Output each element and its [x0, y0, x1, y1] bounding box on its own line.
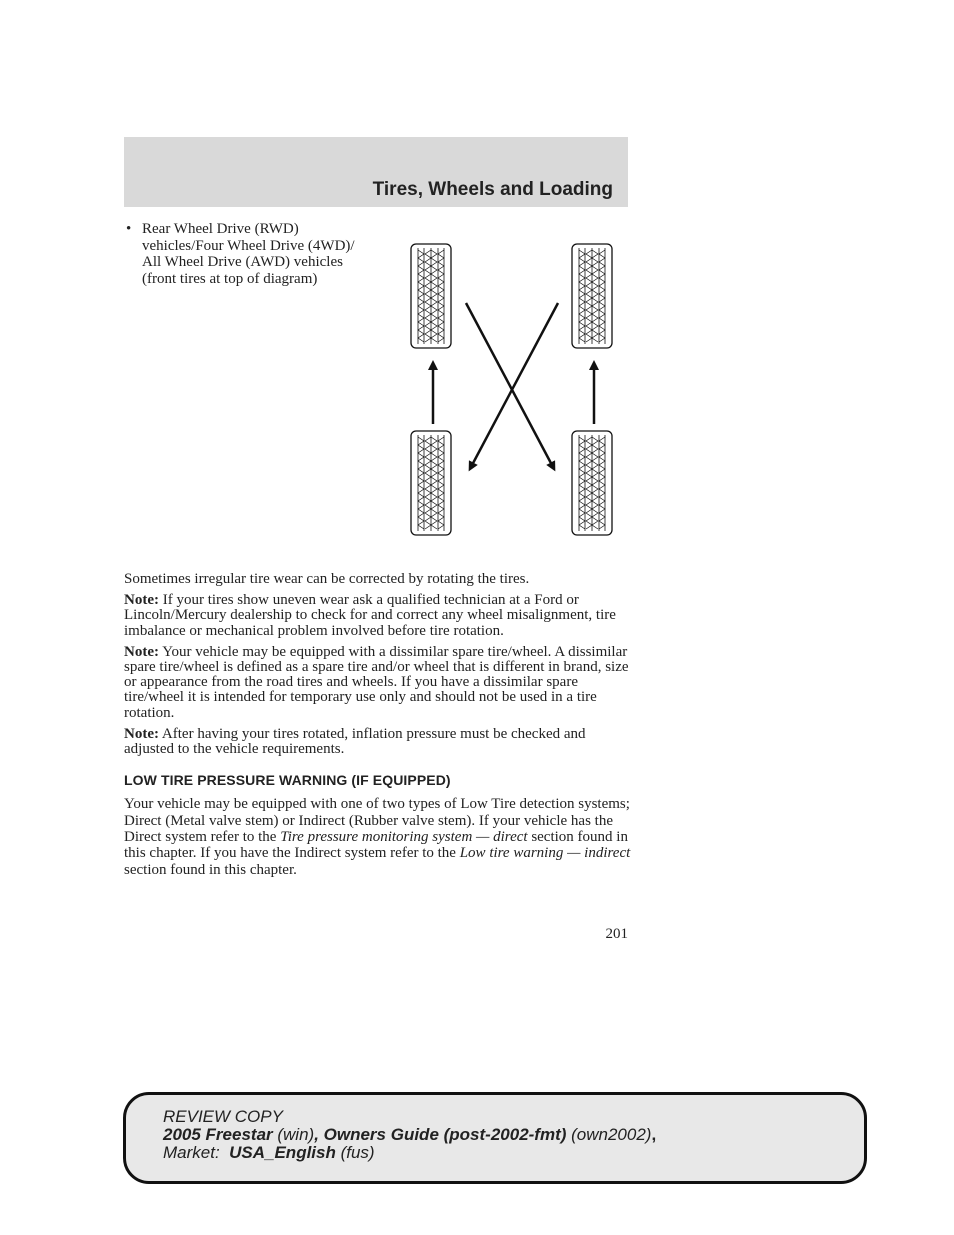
- chapter-header-band: [124, 137, 628, 207]
- paragraph-rotation: Sometimes irregular tire wear can be corrected by rotating the tires.: [124, 571, 530, 587]
- note-label: Note:: [124, 643, 159, 660]
- guide-code: (own2002): [566, 1125, 652, 1144]
- text-run: section found in this chapter.: [124, 861, 297, 878]
- market-code: (fus): [335, 1143, 375, 1162]
- note-uneven-wear: [124, 593, 632, 639]
- tire-rotation-diagram: [400, 235, 630, 545]
- market-label: Market:: [163, 1143, 230, 1162]
- rear-left-tire: [411, 431, 451, 535]
- bullet-dot: •: [126, 221, 132, 237]
- note-dissimilar-spare: [124, 645, 632, 721]
- note-inflation: [124, 727, 632, 757]
- chapter-title: Tires, Wheels and Loading: [372, 179, 613, 200]
- review-copy-label: [163, 1108, 656, 1126]
- review-copy-footer: [123, 1092, 867, 1184]
- review-copy-text: REVIEW COPY: [163, 1107, 283, 1126]
- note-label: Note:: [124, 592, 159, 609]
- arrow-front-right-to-rear-left: [471, 303, 558, 467]
- cross-reference: Low tire warning — indirect: [459, 845, 631, 862]
- separator: ,: [651, 1125, 657, 1144]
- body-text: [124, 572, 632, 884]
- footer-market-line: [163, 1144, 656, 1162]
- text-run: section found in this chapter. If you have the Indirect system refer to the: [124, 829, 628, 862]
- model-code: (win): [272, 1125, 315, 1144]
- footer-guide-line: [163, 1126, 656, 1144]
- note-text: Your vehicle may be equipped with a dissimilar spare tire/wheel. A dissimilar spare tire/wheel is defined as a spare tire and/or wheel that is different in brand, size or appearance from the road tires and wheels. If you have a dissimilar spare tire/wheel it is intended for temporary use only and should not be used in a tire rotation.: [124, 643, 629, 721]
- arrow-front-left-to-rear-right: [466, 303, 553, 467]
- rear-right-tire: [572, 431, 612, 535]
- note-label: Note:: [124, 725, 159, 742]
- note-text: After having your tires rotated, inflation pressure must be checked and adjusted to the vehicle requirements.: [124, 725, 586, 758]
- text-run: Your vehicle may be equipped with one of two types of Low Tire detection systems; Direct (Metal valve stem) or Indirect (Rubber valve stem). If your vehicle has the Direct system refer to the: [124, 796, 630, 846]
- paragraph-low-tire: [124, 796, 632, 877]
- section-heading: LOW TIRE PRESSURE WARNING (IF EQUIPPED): [124, 772, 451, 789]
- footer-text: [163, 1108, 656, 1162]
- note-text: If your tires show uneven wear ask a qualified technician at a Ford or Lincoln/Mercury dealership to check for and correct any wheel misalignment, tire imbalance or mechanical problem involved before tire rotation.: [124, 592, 616, 639]
- bullet-text: Rear Wheel Drive (RWD) vehicles/Four Wheel Drive (4WD)/ All Wheel Drive (AWD) vehicles (front tires at top of diagram): [142, 221, 355, 287]
- cross-reference: Tire pressure monitoring system — direct: [280, 829, 528, 846]
- market-name: USA_English: [229, 1143, 336, 1162]
- bullet-item: [124, 221, 374, 287]
- page-number: 201: [605, 926, 628, 942]
- front-left-tire: [411, 244, 451, 348]
- guide-name: , Owners Guide (post-2002-fmt): [314, 1125, 567, 1144]
- front-right-tire: [572, 244, 612, 348]
- model-name: 2005 Freestar: [163, 1125, 273, 1144]
